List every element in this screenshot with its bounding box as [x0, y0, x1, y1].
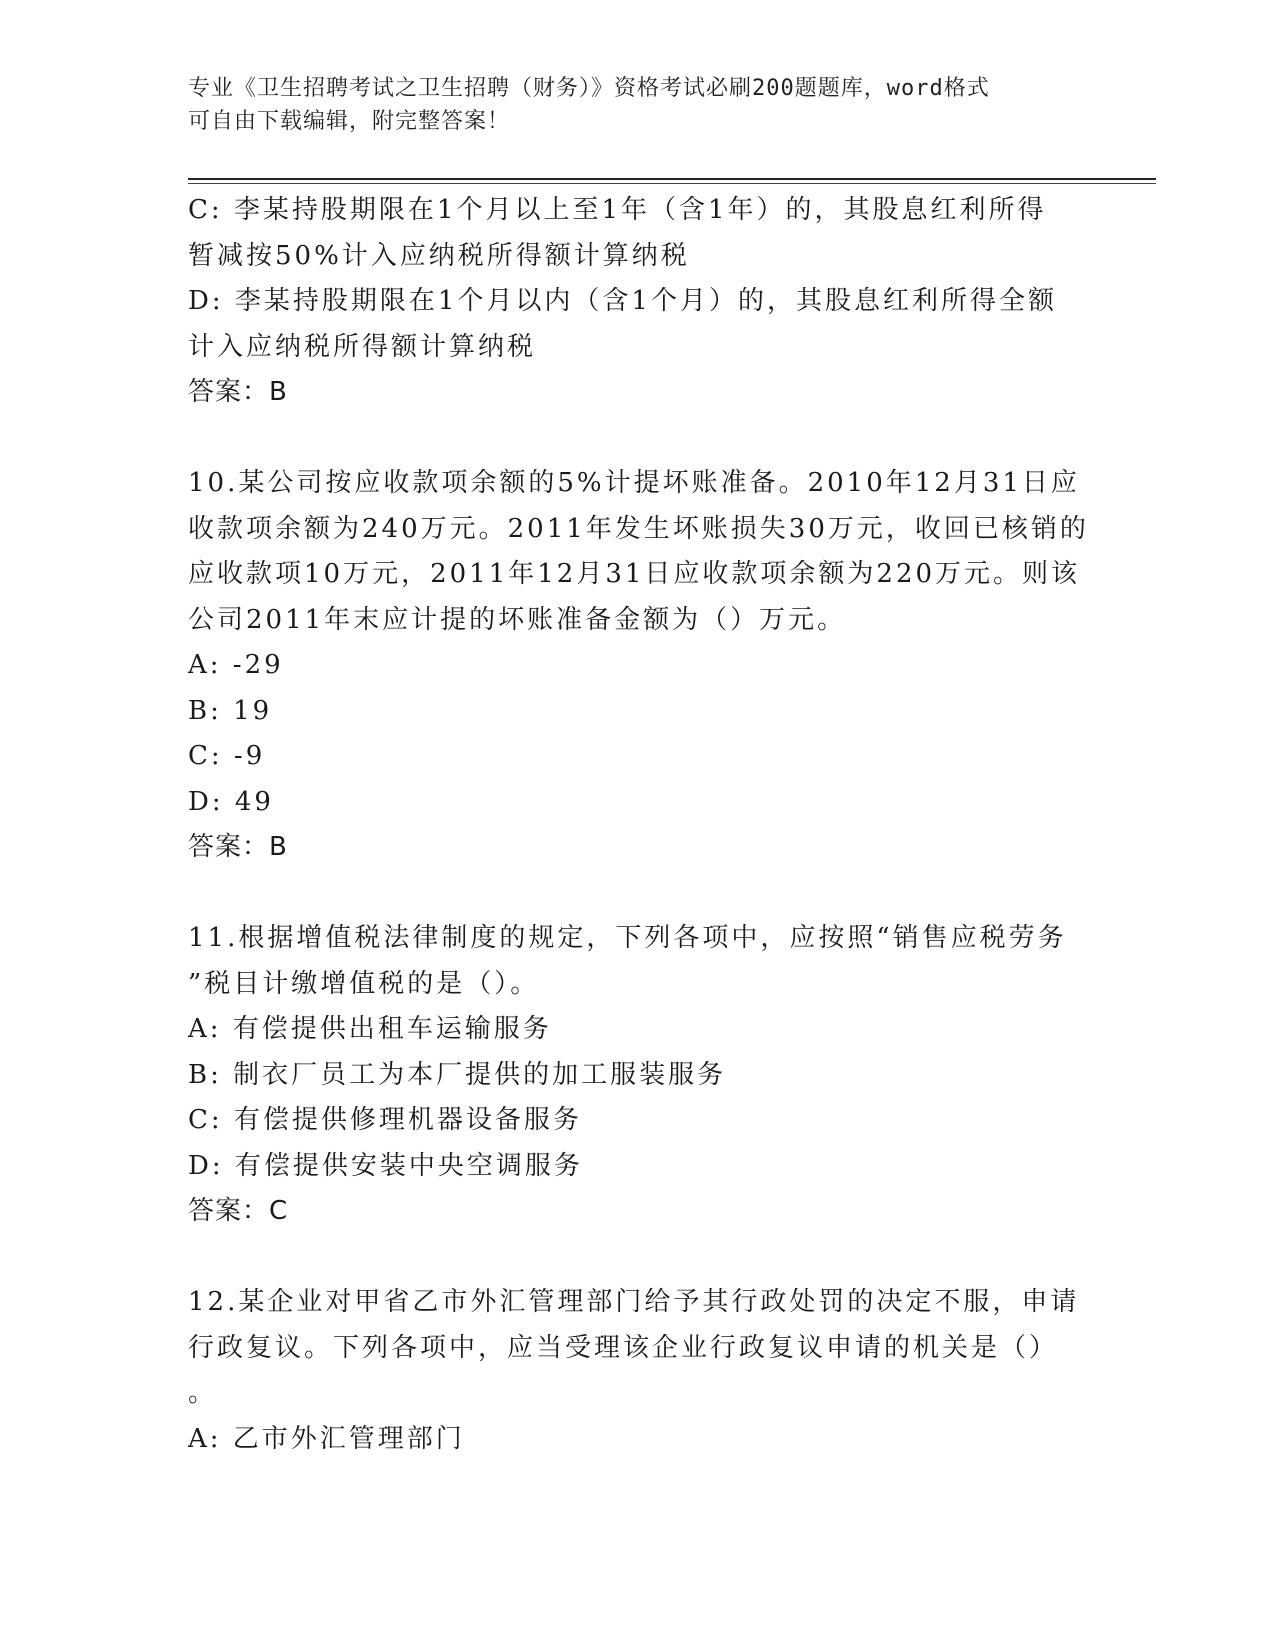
option-a: A: -29 [188, 650, 284, 680]
answer-label: 答案：B [188, 832, 288, 862]
option-c-line-2: 暂减按50%计入应纳税所得额计算纳税 [188, 240, 690, 271]
question-content [188, 188, 1088, 1462]
header-title-line-2: 可自由下载编辑，附完整答案！ [188, 109, 511, 134]
question-10-line-4: 公司2011年末应计提的坏账准备金额为（）万元。 [188, 604, 847, 635]
question-10-line-2: 收款项余额为240万元。2011年发生坏账损失30万元，收回已核销的 [188, 513, 1089, 544]
option-c: C: -9 [188, 741, 266, 771]
question-12-line-3: 。 [188, 1378, 218, 1408]
answer-label: 答案：B [188, 377, 288, 407]
question-10-line-3: 应收款项10万元，2011年12月31日应收款项余额为220万元。则该 [188, 559, 1081, 589]
option-d-line-2: 计入应纳税所得额计算纳税 [188, 331, 537, 362]
option-b: B: 制衣厂员工为本厂提供的加工服装服务 [188, 1059, 727, 1090]
option-a: A: 乙市外汇管理部门 [188, 1423, 465, 1454]
question-11-line-2: ”税目计缴增值税的是（）。 [188, 968, 540, 999]
option-a: A: 有偿提供出租车运输服务 [188, 1014, 552, 1044]
question-10-line-1: 10.某公司按应收款项余额的5%计提坏账准备。2010年12月31日应 [188, 468, 1080, 498]
option-c: C: 有偿提供修理机器设备服务 [188, 1105, 582, 1135]
header-title-line-1: 专业《卫生招聘考试之卫生招聘（财务）》资格考试必刷200题题库，word格式 [188, 76, 990, 101]
option-c-line-1: C: 李某持股期限在1个月以上至1年（含1年）的，其股息红利所得 [188, 195, 1047, 225]
option-b: B: 19 [188, 695, 273, 726]
answer-label: 答案：C [188, 1196, 289, 1226]
option-d: D: 49 [188, 786, 274, 817]
question-11-line-1: 11.根据增值税法律制度的规定，下列各项中，应按照“销售应税劳务 [188, 923, 1067, 953]
document-header [188, 72, 1088, 138]
block-spacer [188, 416, 1088, 462]
block-spacer [188, 871, 1088, 917]
question-12-line-2: 行政复议。下列各项中，应当受理该企业行政复议申请的机关是（） [188, 1332, 1059, 1363]
question-12-line-1: 12.某企业对甲省乙市外汇管理部门给予其行政处罚的决定不服，申请 [188, 1287, 1080, 1317]
block-spacer [188, 1235, 1088, 1281]
option-d-line-1: D: 李某持股期限在1个月以内（含1个月）的，其股息红利所得全额 [188, 286, 1057, 316]
option-d: D: 有偿提供安装中央空调服务 [188, 1150, 583, 1181]
header-divider-thick [188, 178, 1156, 180]
header-divider-thin [188, 183, 1156, 184]
